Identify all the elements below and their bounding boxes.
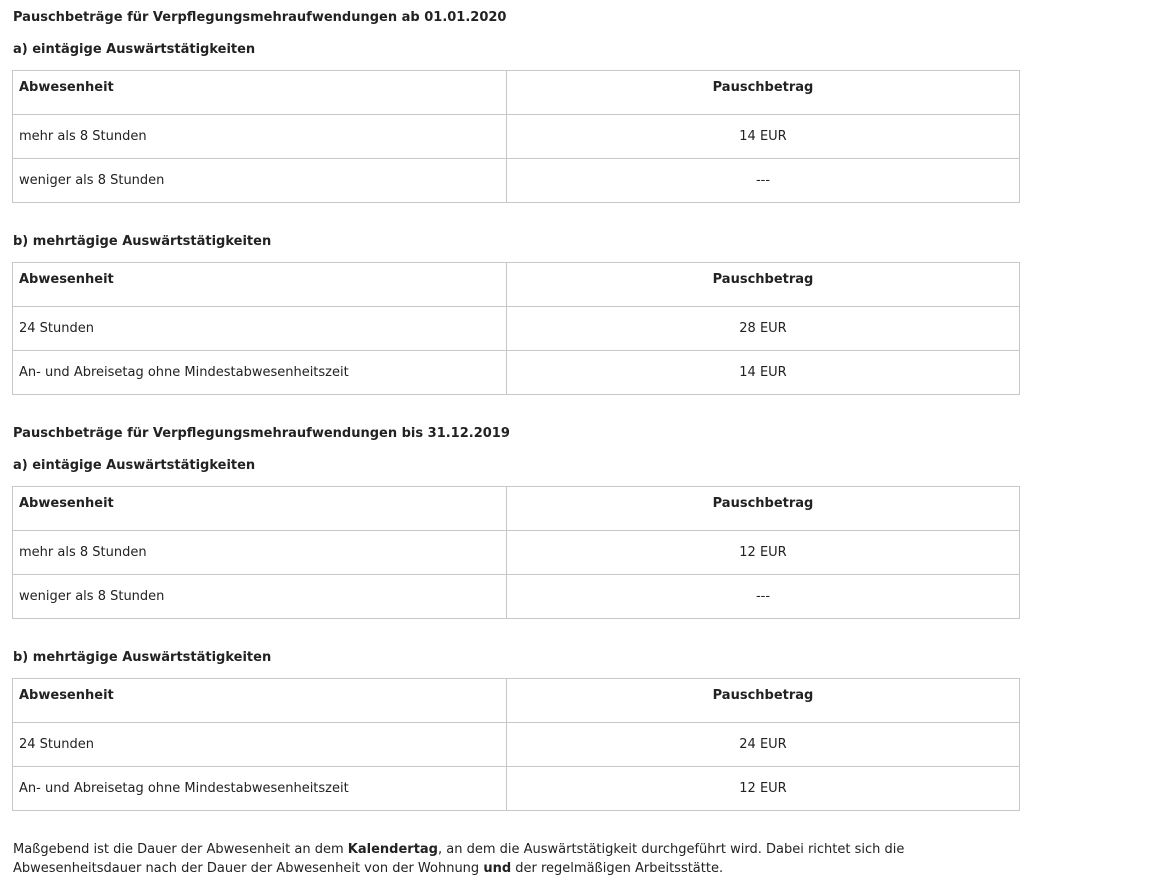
column-header-amount: Pauschbetrag — [507, 679, 1020, 723]
table-row — [13, 115, 1020, 159]
table-row — [13, 351, 1020, 395]
explanatory-note — [13, 840, 1013, 878]
note-emphasis: Kalendertag — [347, 842, 438, 857]
amount-cell: 12 EUR — [507, 767, 1020, 811]
table-row — [13, 159, 1020, 203]
table-row — [13, 531, 1020, 575]
note-text: , an dem die Auswärtstätigkeit durchgeführt wird. Dabei richtet sich die Abwesenheitsdauer nach der Dauer der Abwesenheit von der Wohnung — [13, 842, 905, 876]
absence-cell: An- und Abreisetag ohne Mindestabwesenheitszeit — [13, 351, 507, 395]
table-heading: b) mehrtägige Auswärtstätigkeiten — [13, 650, 272, 665]
table-heading: a) eintägige Auswärtstätigkeiten — [13, 458, 256, 473]
table-row — [13, 767, 1020, 811]
section-title: Pauschbeträge für Verpflegungsmehraufwendungen bis 31.12.2019 — [13, 426, 510, 441]
table-header-row — [13, 679, 1020, 723]
section-title: Pauschbeträge für Verpflegungsmehraufwendungen ab 01.01.2020 — [13, 10, 507, 25]
table-row — [13, 723, 1020, 767]
absence-cell: 24 Stunden — [13, 723, 507, 767]
table-header-row — [13, 487, 1020, 531]
note-emphasis: und — [483, 861, 512, 876]
column-header-absence: Abwesenheit — [13, 263, 507, 307]
allowance-table — [12, 70, 1020, 203]
column-header-absence: Abwesenheit — [13, 487, 507, 531]
amount-cell: --- — [507, 159, 1020, 203]
allowance-table — [12, 262, 1020, 395]
column-header-amount: Pauschbetrag — [507, 263, 1020, 307]
absence-cell: 24 Stunden — [13, 307, 507, 351]
note-text: Maßgebend ist die Dauer der Abwesenheit an dem — [13, 842, 348, 857]
column-header-amount: Pauschbetrag — [507, 71, 1020, 115]
amount-cell: 14 EUR — [507, 351, 1020, 395]
amount-cell: 12 EUR — [507, 531, 1020, 575]
column-header-absence: Abwesenheit — [13, 679, 507, 723]
absence-cell: weniger als 8 Stunden — [13, 159, 507, 203]
allowance-table — [12, 486, 1020, 619]
column-header-absence: Abwesenheit — [13, 71, 507, 115]
amount-cell: 14 EUR — [507, 115, 1020, 159]
table-heading: a) eintägige Auswärtstätigkeiten — [13, 42, 256, 57]
amount-cell: 28 EUR — [507, 307, 1020, 351]
table-row — [13, 575, 1020, 619]
table-header-row — [13, 71, 1020, 115]
amount-cell: --- — [507, 575, 1020, 619]
absence-cell: mehr als 8 Stunden — [13, 531, 507, 575]
allowance-table — [12, 678, 1020, 811]
column-header-amount: Pauschbetrag — [507, 487, 1020, 531]
absence-cell: weniger als 8 Stunden — [13, 575, 507, 619]
table-row — [13, 307, 1020, 351]
table-heading: b) mehrtägige Auswärtstätigkeiten — [13, 234, 272, 249]
table-header-row — [13, 263, 1020, 307]
note-text: der regelmäßigen Arbeitsstätte. — [511, 861, 724, 876]
amount-cell: 24 EUR — [507, 723, 1020, 767]
absence-cell: An- und Abreisetag ohne Mindestabwesenheitszeit — [13, 767, 507, 811]
absence-cell: mehr als 8 Stunden — [13, 115, 507, 159]
